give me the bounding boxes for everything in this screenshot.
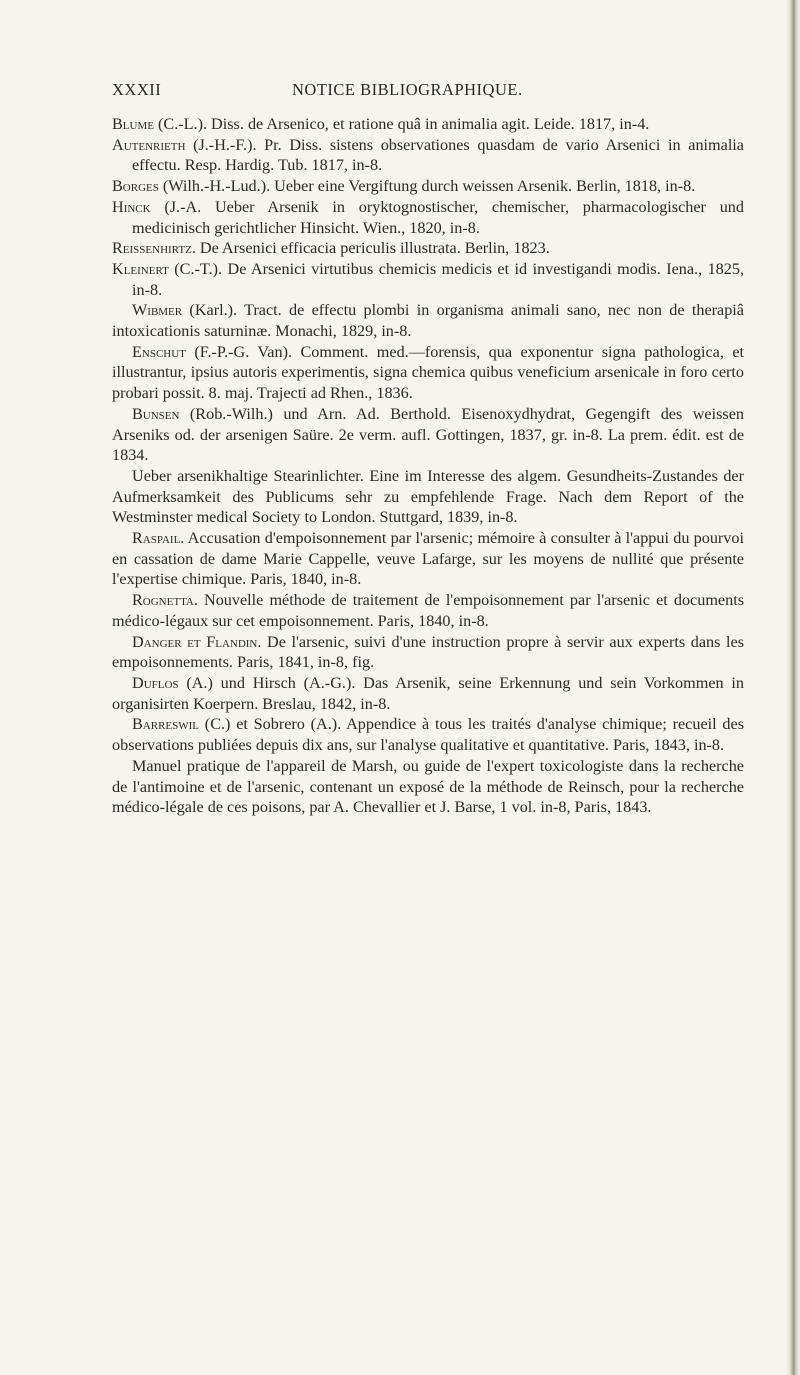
- page-number: XXXII: [112, 80, 162, 99]
- bibliography-list: [112, 114, 744, 818]
- entry-text: (J.-A. Ueber Arsenik in oryktognostischer, chemischer, pharmacologischer und medicinisch gerichtlicher Hinsicht. Wien., 1820, in-8.: [132, 197, 744, 237]
- entry-author: Borges: [112, 177, 159, 196]
- bibliography-entry: [112, 238, 744, 259]
- page-header: [112, 80, 722, 102]
- entry-text: (Wilh.-H.-Lud.). Ueber eine Vergiftung durch weissen Arsenik. Berlin, 1818, in-8.: [158, 177, 696, 196]
- running-title: NOTICE BIBLIOGRAPHIQUE.: [292, 80, 523, 99]
- bibliography-entry: [112, 342, 744, 404]
- entry-text: . Nouvelle méthode de traitement de l'empoisonnement par l'arsenic et documents médico-légaux sur cet empoisonnement. Paris, 1840, in-8.: [112, 591, 744, 630]
- entry-author: Hinck: [112, 197, 151, 216]
- entry-author: Danger et Flandin: [132, 632, 258, 651]
- bibliography-entry: [112, 259, 744, 300]
- entry-author: Rognetta: [132, 591, 194, 610]
- entry-author: Wibmer: [132, 301, 183, 320]
- bibliography-entry: [112, 114, 744, 135]
- entry-text: . De Arsenici efficacia periculis illustrata. Berlin, 1823.: [191, 239, 550, 258]
- entry-author: Bunsen: [132, 404, 180, 423]
- entry-author: Duflos: [132, 673, 179, 692]
- entry-author: Kleinert: [112, 259, 169, 278]
- entry-text: (Karl.). Tract. de effectu plombi in organisma animali sano, nec non de therapiâ intoxicationis saturninæ. Monachi, 1829, in-8.: [112, 301, 744, 341]
- bibliography-entry: [112, 135, 744, 176]
- entry-author: Blume: [112, 115, 154, 133]
- entry-text: (C.-L.). Diss. de Arsenico, et ratione quâ in animalia agit. Leide. 1817, in-4.: [153, 115, 650, 133]
- bibliography-entry: [112, 756, 744, 818]
- bibliography-entry: [112, 673, 744, 714]
- entry-author: Enschut: [132, 342, 186, 361]
- bibliography-entry: [112, 176, 744, 197]
- entry-text: (C.-T.). De Arsenici virtutibus chemicis medicis et id investigandi modis. Iena., 1825, in-8.: [132, 259, 744, 299]
- bibliography-entry: [112, 632, 744, 673]
- entry-text: (Rob.-Wilh.) und Arn. Ad. Berthold. Eisenoxydhydrat, Gegengift des weissen Arseniks od. der arsenigen Saüre. 2e verm. aufl. Gottingen, 1837, gr. in-8. La prem. édit. est de 1834.: [112, 404, 744, 465]
- entry-text: (C.) et Sobrero (A.). Appendice à tous les traités d'analyse chimique; recueil des observations publiées depuis dix ans, sur l'analyse qualitative et quantitative. Paris, 1843, in-8.: [112, 715, 744, 755]
- entry-text: (A.) und Hirsch (A.-G.). Das Arsenik, seine Erkennung und sein Vorkommen in organisirten Koerpern. Breslau, 1842, in-8.: [112, 673, 744, 713]
- entry-text: . De l'arsenic, suivi d'une instruction propre à servir aux experts dans les empoisonnements. Paris, 1841, in-8, fig.: [112, 632, 744, 672]
- entry-author: Reissenhirtz: [112, 239, 192, 258]
- bibliography-entry: [112, 466, 744, 528]
- bibliography-entry: [112, 197, 744, 238]
- entry-text: . Accusation d'empoisonnement par l'arsenic; mémoire à consulter à l'appui du pourvoi en cassation de dame Marie Cappelle, veuve Lafarge, sur les moyens de nullité que présente l'expertise chimique. Paris, 1840, in-8.: [112, 529, 744, 589]
- entry-text: (F.-P.-G. Van). Comment. med.—forensis, qua exponentur signa pathologica, et illustrantur, ipsius autoris experimentis, signa chemica quibus veneficium arsenicale in foro certo probari possit. 8. maj. Trajecti ad Rhen., 1836.: [112, 342, 744, 403]
- bibliography-entry: [112, 714, 744, 755]
- bibliography-entry: [112, 404, 744, 466]
- entry-text: Ueber arsenikhaltige Stearinlichter. Eine im Interesse des algem. Gesundheits-Zustandes der Aufmerksamkeit des Publicums sehr zu empfehlende Frage. Nach dem Report of the Westminster medical Society to London. Stuttgard, 1839, in-8.: [112, 466, 744, 527]
- entry-author: Raspail: [132, 529, 181, 548]
- entry-author: Barreswil: [132, 715, 200, 734]
- entry-author: Autenrieth: [112, 135, 186, 154]
- bibliography-entry: [112, 528, 744, 590]
- page-edge: [786, 0, 800, 1375]
- entry-text: Manuel pratique de l'appareil de Marsh, ou guide de l'expert toxicologiste dans la recherche de l'antimoine et de l'arsenic, contenant un exposé de la méthode de Reinsch, pour la recherche médico-légale de ces poisons, par A. Chevallier et J. Barse, 1 vol. in-8, Paris, 1843.: [112, 756, 744, 817]
- bibliography-entry: [112, 590, 744, 631]
- bibliography-entry: [112, 300, 744, 341]
- entry-text: (J.-H.-F.). Pr. Diss. sistens observationes quasdam de vario Arsenici in animalia effectu. Resp. Hardig. Tub. 1817, in-8.: [132, 135, 744, 175]
